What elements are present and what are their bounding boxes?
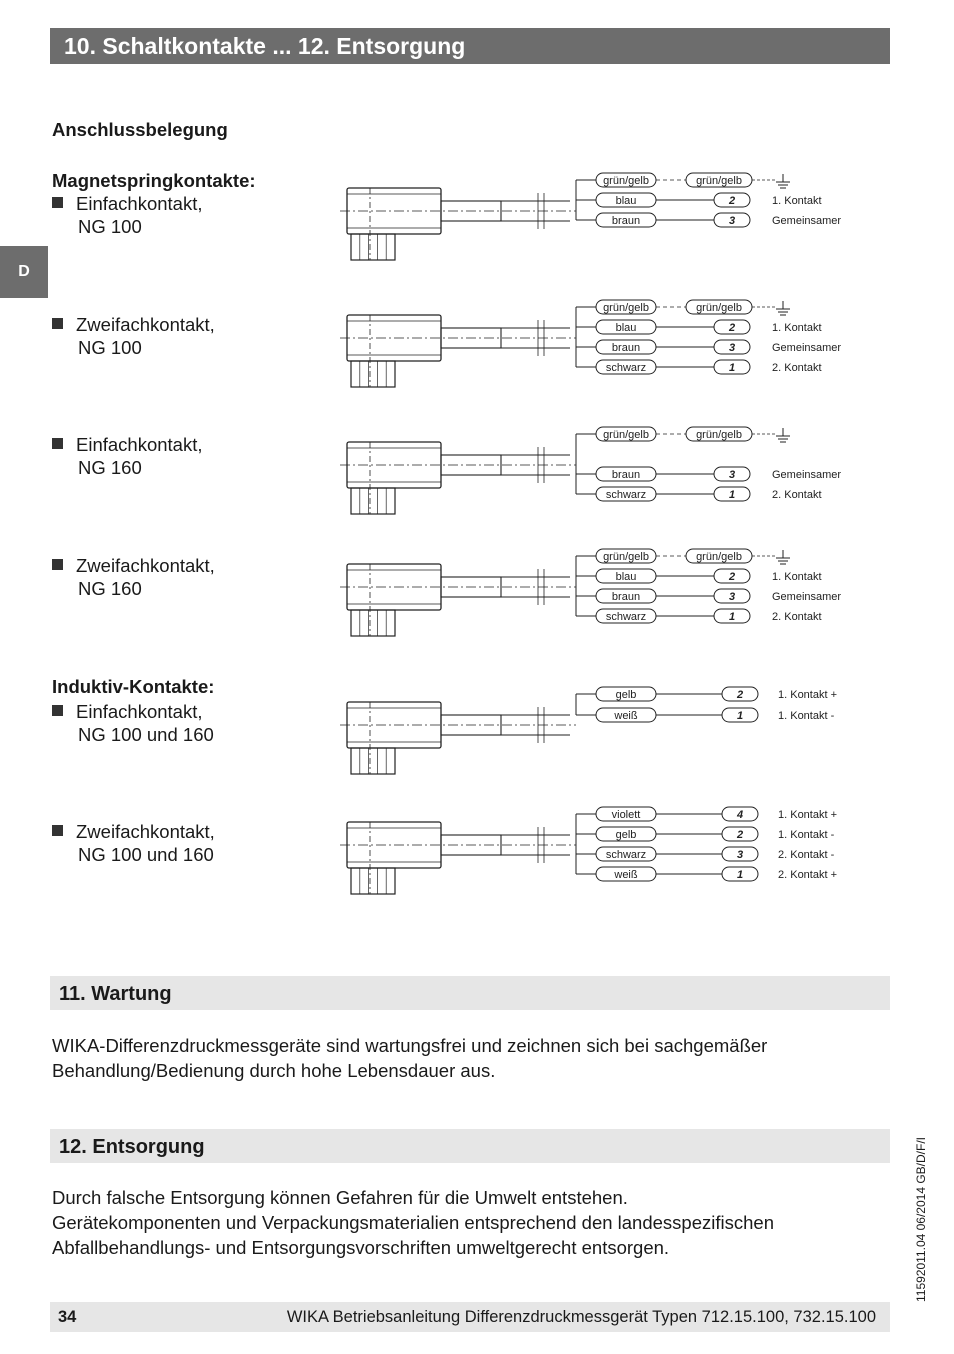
pin-number: 1 [728, 611, 736, 623]
ground-terminal-label: grün/gelb [696, 302, 742, 314]
bullet-square-icon [52, 825, 63, 836]
contact-description: 1. Kontakt [772, 571, 822, 583]
page-footer [50, 1302, 890, 1332]
ground-terminal-label: grün/gelb [696, 551, 742, 563]
contact-description: 1. Kontakt + [778, 809, 838, 821]
contact-description: 1. Kontakt - [778, 829, 835, 841]
contact-description: 1. Kontakt [772, 195, 822, 207]
ground-icon [776, 428, 790, 442]
ground-icon [776, 301, 790, 315]
pin-number: 3 [728, 342, 736, 354]
wire-color-label: schwarz [605, 611, 647, 623]
wiring-diagram [340, 544, 860, 644]
contact-description: 2. Kontakt - [778, 849, 835, 861]
pin-number: 2 [728, 571, 736, 583]
wiring-diagram [340, 422, 860, 522]
contact-item [52, 192, 203, 238]
wiring-diagram [340, 295, 860, 395]
paragraph-line: WIKA-Differenzdruckmessgeräte sind wartungsfrei und zeichnen sich bei sachgemäßer [52, 1035, 768, 1056]
wire-color-label: grün/gelb [603, 551, 649, 563]
connector-plug-icon [340, 188, 576, 260]
pin-number: 3 [728, 215, 736, 227]
contact-description: Gemeinsamer [772, 215, 842, 227]
wire-color-label: grün/gelb [603, 429, 649, 441]
pin-number: 4 [736, 809, 744, 821]
section-heading-anschlussbelegung: Anschlussbelegung [52, 119, 228, 140]
contact-item [52, 554, 215, 600]
contact-description: Gemeinsamer [772, 469, 842, 481]
contact-size: NG 100 und 160 [78, 724, 214, 745]
wire-color-label: schwarz [605, 362, 647, 374]
pin-number: 3 [728, 591, 736, 603]
contact-description: Gemeinsamer [772, 591, 842, 603]
wiring-diagram [340, 168, 860, 268]
contact-description: 2. Kontakt [772, 489, 822, 501]
pin-number: 1 [736, 869, 744, 881]
contact-type: Einfachkontakt, [76, 434, 203, 455]
page-number: 34 [58, 1308, 77, 1326]
wire-color-label: weiß [614, 869, 638, 881]
wire-color-label: blau [615, 322, 637, 334]
wire-color-label: violett [611, 809, 641, 821]
contact-description: 2. Kontakt + [778, 869, 838, 881]
section-heading-induktiv-kontakte: Induktiv-Kontakte: [52, 676, 215, 697]
chapter-header: 10. Schaltkontakte ... 12. Entsorgung [50, 28, 890, 64]
contact-item [52, 433, 203, 479]
contact-size: NG 100 und 160 [78, 844, 214, 865]
wiring-diagram [340, 682, 860, 782]
wire-color-label: blau [615, 195, 637, 207]
paragraph-line: Gerätekomponenten und Verpackungsmaterialien entsprechend den landesspezifischen [52, 1212, 774, 1233]
entsorgung-text [52, 1185, 872, 1260]
section-header-entsorgung: 12. Entsorgung [50, 1129, 890, 1163]
wire-color-label: braun [611, 469, 641, 481]
contact-size: NG 100 [78, 216, 142, 237]
connector-plug-icon [340, 315, 576, 387]
wire-color-label: grün/gelb [603, 175, 649, 187]
paragraph-line: Durch falsche Entsorgung können Gefahren für die Umwelt entstehen. [52, 1187, 628, 1208]
connector-plug-icon [340, 564, 576, 636]
bullet-square-icon [52, 705, 63, 716]
section-header-wartung: 11. Wartung [50, 976, 890, 1010]
contact-item [52, 820, 215, 866]
contact-description: 1. Kontakt + [778, 689, 838, 701]
pin-number: 2 [728, 195, 736, 207]
pin-number: 1 [728, 362, 736, 374]
ground-icon [776, 174, 790, 188]
contact-description: Gemeinsamer [772, 342, 842, 354]
ground-icon [776, 550, 790, 564]
contact-type: Zweifachkontakt, [76, 821, 215, 842]
contact-type: Einfachkontakt, [76, 701, 203, 722]
contact-size: NG 160 [78, 578, 142, 599]
section-heading-magnetspringkontakte: Magnetspringkontakte: [52, 170, 256, 191]
contact-item [52, 313, 215, 359]
contact-size: NG 100 [78, 337, 142, 358]
bullet-square-icon [52, 318, 63, 329]
wire-color-label: schwarz [605, 489, 647, 501]
wire-color-label: gelb [615, 689, 637, 701]
pin-number: 1 [728, 489, 736, 501]
connector-plug-icon [340, 702, 576, 774]
contact-description: 1. Kontakt [772, 322, 822, 334]
wire-color-label: braun [611, 591, 641, 603]
wartung-text [52, 1033, 872, 1083]
paragraph-line: Abfallbehandlungs- und Entsorgungsvorschriften umweltgerecht entsorgen. [52, 1237, 670, 1258]
pin-number: 3 [728, 469, 736, 481]
contact-type: Zweifachkontakt, [76, 555, 215, 576]
contact-size: NG 160 [78, 457, 142, 478]
ground-terminal-label: grün/gelb [696, 429, 742, 441]
pin-number: 2 [728, 322, 736, 334]
contact-item [52, 700, 214, 746]
contact-type: Einfachkontakt, [76, 193, 203, 214]
language-tab: D [0, 246, 48, 298]
contact-description: 2. Kontakt [772, 611, 822, 623]
wire-color-label: schwarz [605, 849, 647, 861]
contact-description: 1. Kontakt - [778, 710, 835, 722]
pin-number: 3 [736, 849, 744, 861]
wiring-diagram [340, 802, 860, 912]
wire-color-label: gelb [615, 829, 637, 841]
paragraph-line: Behandlung/Bedienung durch hohe Lebensdauer aus. [52, 1060, 496, 1081]
connector-plug-icon [340, 822, 576, 894]
wire-color-label: grün/gelb [603, 302, 649, 314]
bullet-square-icon [52, 559, 63, 570]
wire-color-label: weiß [614, 710, 638, 722]
ground-terminal-label: grün/gelb [696, 175, 742, 187]
footer-text: WIKA Betriebsanleitung Differenzdruckmessgerät Typen 712.15.100, 732.15.100 [286, 1308, 876, 1326]
pin-number: 2 [736, 689, 744, 701]
bullet-square-icon [52, 438, 63, 449]
pin-number: 1 [736, 710, 744, 722]
wire-color-label: braun [611, 215, 641, 227]
bullet-square-icon [52, 197, 63, 208]
pin-number: 2 [736, 829, 744, 841]
contact-description: 2. Kontakt [772, 362, 822, 374]
wire-color-label: blau [615, 571, 637, 583]
contact-type: Zweifachkontakt, [76, 314, 215, 335]
connector-plug-icon [340, 442, 576, 514]
wire-color-label: braun [611, 342, 641, 354]
document-reference: 11592011.04 06/2014 GB/D/F/I [914, 1136, 928, 1302]
